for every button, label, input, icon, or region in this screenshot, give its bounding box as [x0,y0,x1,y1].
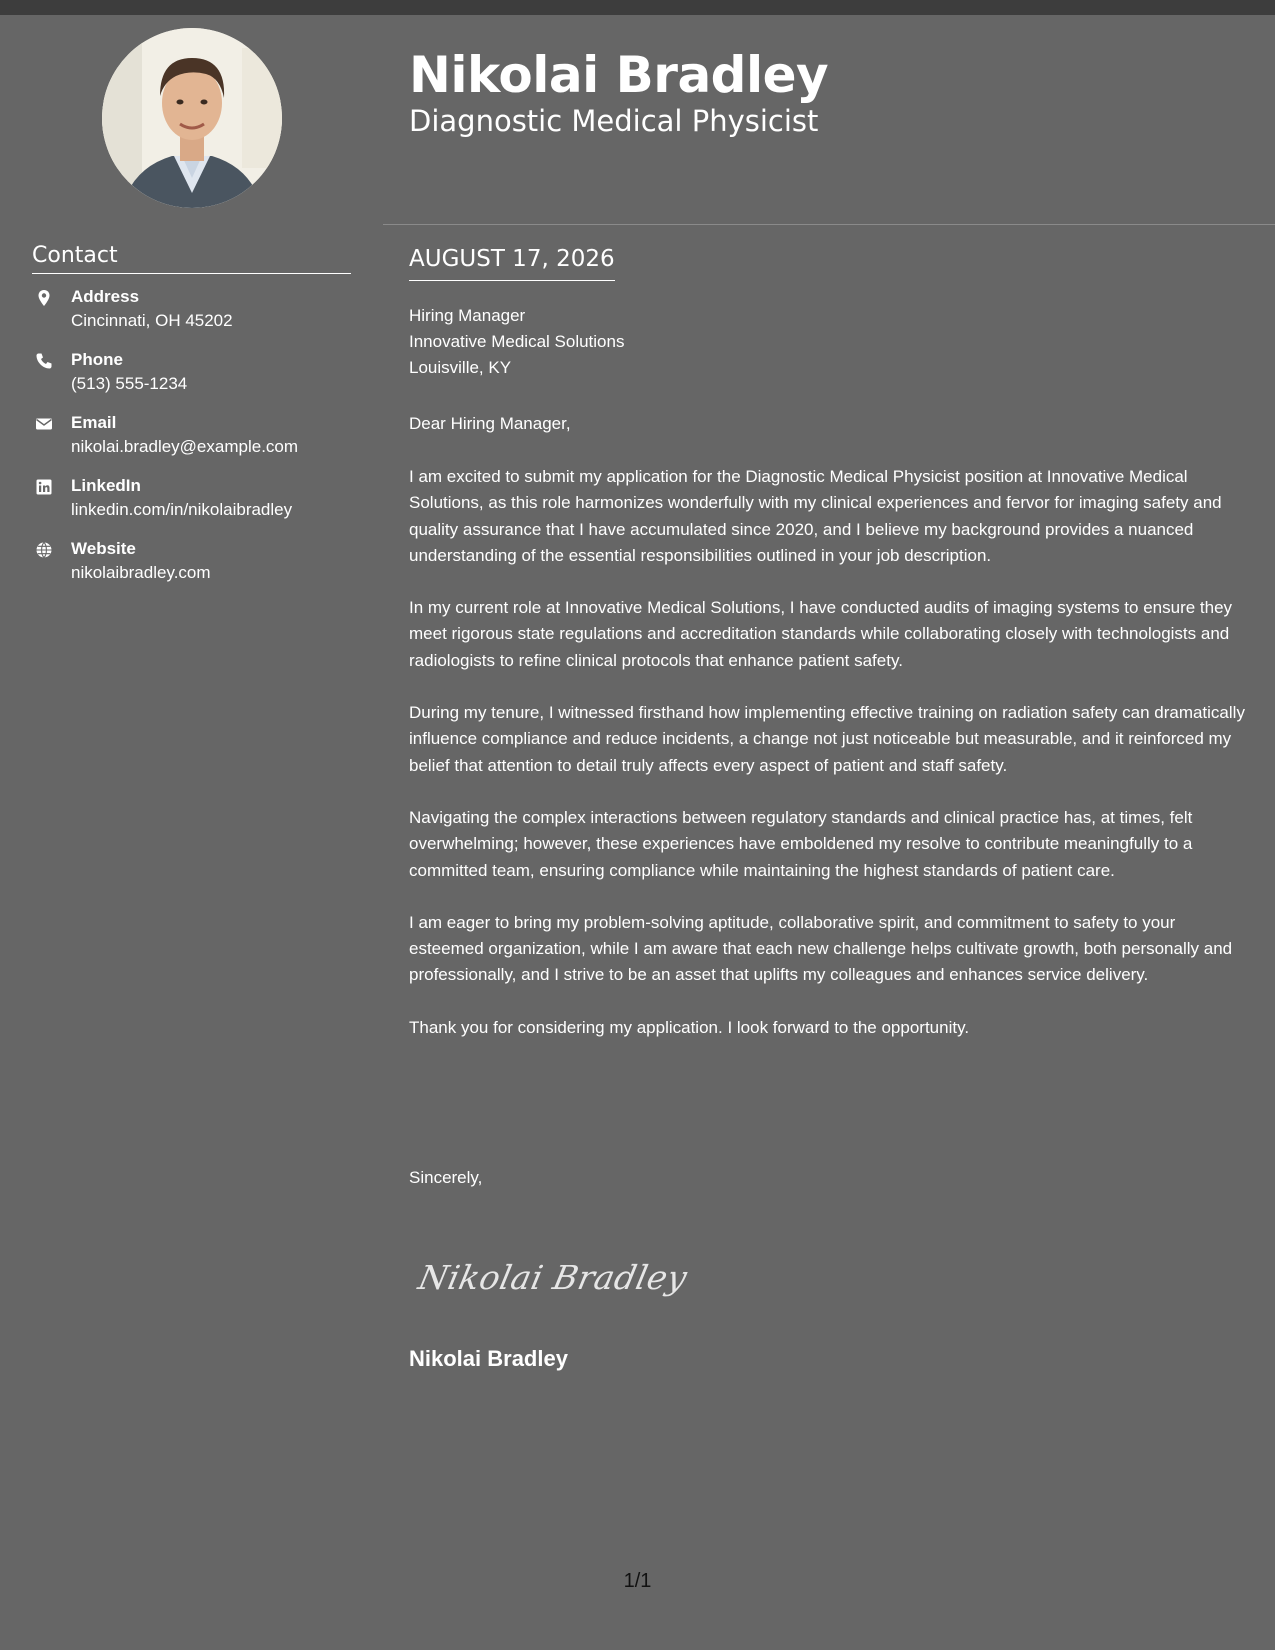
letter-main [383,15,1275,1650]
contact-address-value: Cincinnati, OH 45202 [71,311,233,330]
map-pin-icon [35,289,53,307]
contact-email-label: Email [71,413,117,432]
recipient-location: Louisville, KY [409,358,512,377]
recipient-company: Innovative Medical Solutions [409,332,625,351]
signature: Nikolai Bradley [415,1258,691,1297]
profile-photo-image [102,28,282,208]
body-paragraph-3: During my tenure, I witnessed firsthand how implementing effective training on radiation safety can dramatically influence compliance and reduce incidents, a change not just noticeable but measurable, and it reinforced my belief that attention to detail truly affects every aspect of patient and staff safety. [409,703,1245,775]
contact-address [32,285,362,348]
job-title: Diagnostic Medical Physicist [409,104,819,138]
contact-linkedin-value[interactable]: linkedin.com/in/nikolaibradley [71,500,293,519]
letter-date: AUGUST 17, 2026 [409,244,615,281]
phone-icon [35,352,53,370]
contact-email-value[interactable]: nikolai.bradley@example.com [71,437,299,456]
contact-website-label: Website [71,539,136,558]
contact-linkedin-label: LinkedIn [71,476,141,495]
contact-heading: Contact [32,243,351,274]
contact-website-value[interactable]: nikolaibradley.com [71,563,211,582]
contact-phone [32,348,362,411]
body-paragraph-6: Thank you for considering my application. I look forward to the opportunity. [409,1017,970,1037]
contact-phone-label: Phone [71,350,123,369]
closing: Sincerely, [409,1168,483,1187]
contact-website [32,537,362,600]
body-paragraph-4: Navigating the complex interactions between regulatory standards and clinical practice has, at times, felt overwhelming; however, these experiences have emboldened my resolve to contribute meaningfully to a committed team, ensuring compliance while maintaining the highest standards of patient care. [409,807,1193,880]
profile-photo [102,28,282,208]
contact-phone-value: (513) 555-1234 [71,374,188,393]
salutation: Dear Hiring Manager, [409,414,571,433]
sidebar [0,15,383,1650]
page-indicator: 1/1 [623,1570,652,1592]
body-paragraph-1: I am excited to submit my application for the Diagnostic Medical Physicist position at Innovative Medical Solutions, as this role harmonizes wonderfully with my clinical experiences and fervor for imaging safety and quality assurance that I have accumulated since 2020, and I believe my background provides a nuanced understanding of the essential responsibilities outlined in your job description. [409,467,1222,565]
letter-body [409,464,1253,1067]
recipient-name: Hiring Manager [409,306,526,325]
signed-name: Nikolai Bradley [409,1346,568,1371]
contact-address-label: Address [71,287,140,306]
body-paragraph-5: I am eager to bring my problem-solving aptitude, collaborative spirit, and commitment to safety to your esteemed organization, while I am aware that each new challenge helps cultivate growth, both personally and professionally, and I strive to be an asset that uplifts my colleagues and enhances service delivery. [409,912,1233,985]
header-divider [383,224,1275,225]
applicant-name: Nikolai Bradley [409,46,829,104]
contact-linkedin [32,474,362,537]
envelope-icon [35,415,53,433]
globe-icon [35,541,53,559]
contact-list [32,285,362,600]
recipient-block [409,303,624,381]
top-bar [0,0,1275,15]
contact-email [32,411,362,474]
body-paragraph-2: In my current role at Innovative Medical Solutions, I have conducted audits of imaging systems to ensure they meet rigorous state regulations and accreditation standards while collaborating closely with technologists and radiologists to refine clinical protocols that enhance patient safety. [409,598,1233,670]
linkedin-icon [35,478,53,496]
